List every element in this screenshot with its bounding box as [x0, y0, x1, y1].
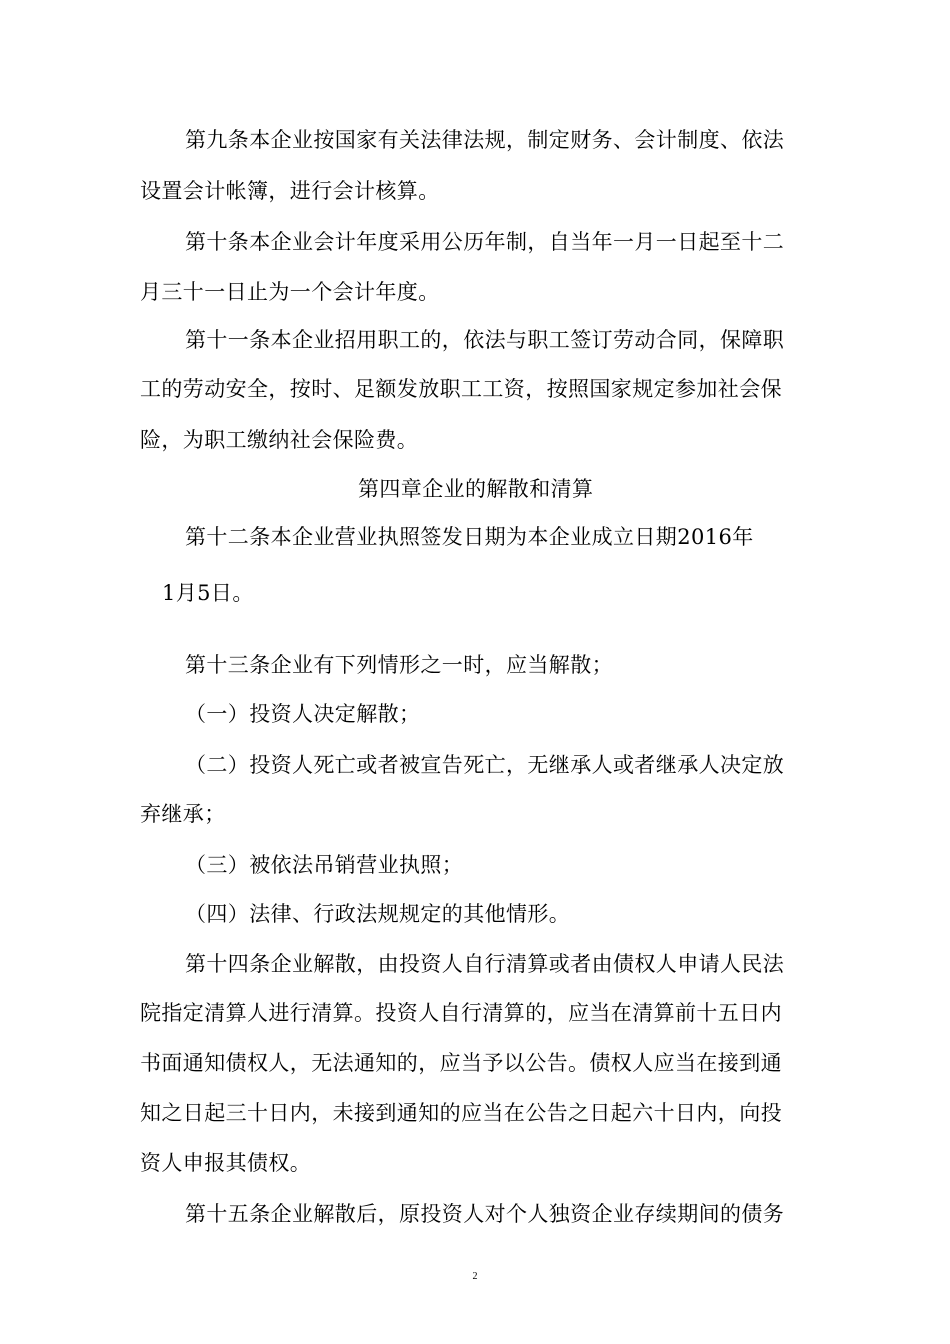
article-11-line-2: 工的劳动安全，按时、足额发放职工工资，按照国家规定参加社会保	[140, 377, 782, 401]
article-10-line-1: 第十条本企业会计年度采用公历年制，自当年一月一日起至十二	[185, 230, 785, 254]
article-9-line-2: 设置会计帐簿，进行会计核算。	[140, 179, 440, 203]
article-13-item-3: （三）被依法吊销营业执照；	[185, 853, 464, 877]
article-13-item-2-line-2: 弃继承；	[140, 802, 226, 826]
article-13-intro: 第十三条企业有下列情形之一时，应当解散；	[185, 653, 613, 677]
article-13-item-4: （四）法律、行政法规规定的其他情形。	[185, 902, 571, 926]
article-12-line-1: 第十二条本企业营业执照签发日期为本企业成立日期2016年	[185, 525, 754, 549]
article-9-line-1: 第九条本企业按国家有关法律法规，制定财务、会计制度、依法	[185, 128, 785, 152]
article-14-line-2: 院指定清算人进行清算。投资人自行清算的，应当在清算前十五日内	[140, 1001, 782, 1025]
article-11-line-1: 第十一条本企业招用职工的，依法与职工签订劳动合同，保障职	[185, 328, 785, 352]
article-13-item-1: （一）投资人决定解散；	[185, 702, 421, 726]
article-12-line-2: 1月5日。	[162, 581, 254, 605]
page-number: 2	[472, 1271, 478, 1282]
article-15-line-1: 第十五条企业解散后，原投资人对个人独资企业存续期间的债务	[185, 1202, 785, 1226]
article-14-line-5: 资人申报其债权。	[140, 1151, 312, 1175]
article-11-line-3: 险，为职工缴纳社会保险费。	[140, 428, 419, 452]
article-10-line-2: 月三十一日止为一个会计年度。	[140, 280, 440, 304]
article-14-line-1: 第十四条企业解散，由投资人自行清算或者由债权人申请人民法	[185, 952, 785, 976]
chapter-heading: 第四章企业的解散和清算	[358, 477, 594, 501]
article-13-item-2-line-1: （二）投资人死亡或者被宣告死亡，无继承人或者继承人决定放	[185, 753, 785, 777]
article-14-line-4: 知之日起三十日内，未接到通知的应当在公告之日起六十日内，向投	[140, 1101, 782, 1125]
article-14-line-3: 书面通知债权人，无法通知的，应当予以公告。债权人应当在接到通	[140, 1051, 782, 1075]
